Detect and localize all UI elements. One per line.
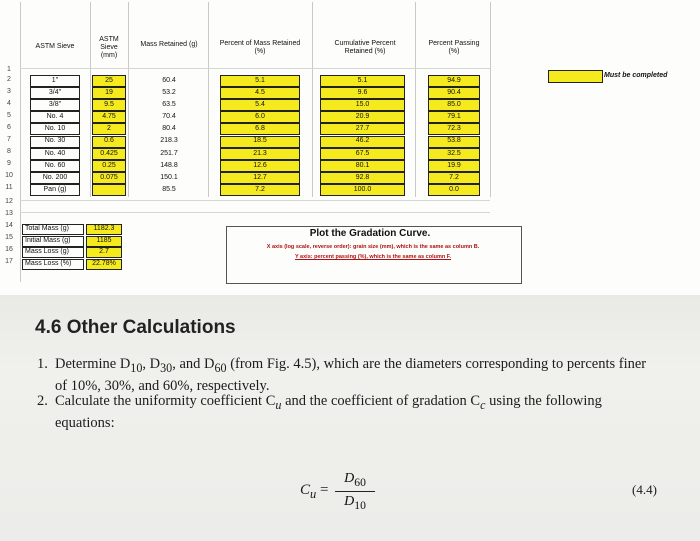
cell-cum[interactable]: 67.5 — [320, 148, 405, 160]
subscript: 60 — [354, 475, 366, 489]
cell-size[interactable]: 2 — [92, 123, 126, 135]
cell-mass[interactable]: 150.1 — [160, 173, 178, 181]
equation-fraction — [335, 471, 375, 512]
cell-sieve[interactable]: 3/8" — [30, 99, 80, 111]
row-number: 2 — [7, 76, 11, 83]
cell-sieve[interactable]: No. 4 — [30, 111, 80, 123]
cell-size[interactable]: 0.6 — [92, 136, 126, 148]
row-number: 17 — [5, 258, 13, 265]
text: C — [300, 482, 311, 498]
cell-pct[interactable]: 6.0 — [220, 111, 300, 123]
cell-size[interactable]: 9.5 — [92, 99, 126, 111]
instruction-2 — [37, 392, 655, 432]
row-number: 14 — [5, 222, 13, 229]
cell-cum[interactable]: 80.1 — [320, 160, 405, 172]
cell-size[interactable]: 25 — [92, 75, 126, 87]
cell-pass[interactable]: 72.3 — [428, 123, 480, 135]
must-complete-note: Must be completed — [604, 72, 668, 80]
subscript: u — [275, 397, 282, 412]
cell-mass[interactable]: 70.4 — [162, 113, 176, 121]
cell-size[interactable]: 0.25 — [92, 160, 126, 172]
text: and the coefficient of gradation C — [281, 393, 481, 409]
plot-x-axis-text: X axis (log scale, reverse order): grain size (mm), which is the same as column B. — [266, 244, 480, 250]
cell-pass[interactable]: 90.4 — [428, 87, 480, 99]
cell-pct[interactable]: 7.2 — [220, 184, 300, 196]
row-number: 12 — [5, 198, 13, 205]
summary-value[interactable]: 1185 — [86, 236, 122, 247]
row-number: 5 — [7, 112, 11, 119]
cell-mass[interactable]: 251.7 — [160, 149, 178, 157]
row-number: 8 — [7, 148, 11, 155]
cell-sieve[interactable]: No. 30 — [30, 136, 80, 148]
cell-sieve[interactable]: No. 200 — [30, 172, 80, 184]
cell-cum[interactable]: 92.8 — [320, 172, 405, 184]
row-number: 16 — [5, 246, 13, 253]
cell-pass[interactable]: 79.1 — [428, 111, 480, 123]
header-cumulative: Cumulative Percent Retained (%) — [334, 39, 396, 55]
row-number: 10 — [5, 172, 13, 179]
cell-pass[interactable]: 19.9 — [428, 160, 480, 172]
cell-pass[interactable]: 85.0 — [428, 99, 480, 111]
cell-pct[interactable]: 18.5 — [220, 136, 300, 148]
plot-title: Plot the Gradation Curve. — [309, 228, 431, 239]
row-number: 6 — [7, 124, 11, 131]
text: , and D — [172, 356, 215, 372]
header-mass-retained: Mass Retained (g) — [140, 41, 198, 49]
equation-lhs — [300, 482, 328, 502]
summary-label: Initial Mass (g) — [22, 236, 84, 247]
item-number: 2. — [37, 393, 48, 409]
text: using the following equations: — [55, 393, 602, 431]
summary-label: Mass Loss (%) — [22, 259, 84, 270]
text: Determine D — [55, 356, 131, 372]
cell-size[interactable] — [92, 184, 126, 196]
cell-pass[interactable]: 53.8 — [428, 136, 480, 148]
summary-value[interactable]: 2.7 — [86, 247, 122, 258]
cell-pct[interactable]: 12.6 — [220, 160, 300, 172]
summary-label: Mass Loss (g) — [22, 247, 84, 258]
subscript: u — [310, 487, 317, 501]
cell-cum[interactable]: 100.0 — [320, 184, 405, 196]
cell-pct[interactable]: 4.5 — [220, 87, 300, 99]
subscript: 10 — [130, 360, 143, 375]
cell-pass[interactable]: 7.2 — [428, 172, 480, 184]
row-number: 13 — [5, 210, 13, 217]
cell-pct[interactable]: 12.7 — [220, 172, 300, 184]
equation-number: (4.4) — [632, 482, 657, 497]
row-number: 4 — [7, 100, 11, 107]
header-sieve-size: ASTM Sieve (mm) — [99, 35, 119, 60]
instruction-1 — [37, 355, 655, 395]
cell-pass[interactable]: 32.5 — [428, 148, 480, 160]
cell-mass[interactable]: 218.3 — [160, 137, 178, 145]
header-astm-sieve: ASTM Sieve — [35, 43, 75, 51]
cell-sieve[interactable]: No. 10 — [30, 123, 80, 135]
row-number: 11 — [5, 184, 13, 191]
summary-value[interactable]: 1182.3 — [86, 224, 122, 235]
item-number: 1. — [37, 356, 48, 372]
cell-pct[interactable]: 21.3 — [220, 148, 300, 160]
cell-cum[interactable]: 5.1 — [320, 75, 405, 87]
completion-cell[interactable] — [548, 70, 603, 83]
header-percent-mass: Percent of Mass Retained (%) — [219, 39, 301, 55]
cell-sieve[interactable]: No. 40 — [30, 148, 80, 160]
cell-mass[interactable]: 148.8 — [160, 161, 178, 169]
cell-sieve[interactable]: Pan (g) — [30, 184, 80, 196]
cell-size[interactable]: 19 — [92, 87, 126, 99]
text: (from Fig. 4.5), which are the diameters corresponding to percents finer of 10%, 30%, and 60%, respectively. — [55, 356, 647, 394]
summary-label: Total Mass (g) — [22, 224, 84, 235]
cell-pct[interactable]: 5.1 — [220, 75, 300, 87]
cell-pct[interactable]: 5.4 — [220, 99, 300, 111]
cell-size[interactable]: 0.425 — [92, 148, 126, 160]
header-passing: Percent Passing (%) — [428, 39, 480, 55]
cell-size[interactable]: 0.075 — [92, 172, 126, 184]
row-number: 3 — [7, 88, 11, 95]
cell-pct[interactable]: 6.8 — [220, 123, 300, 135]
cell-size[interactable]: 4.75 — [92, 111, 126, 123]
cell-sieve[interactable]: 1" — [30, 75, 80, 87]
cell-cum[interactable]: 15.0 — [320, 99, 405, 111]
cell-pass[interactable]: 94.9 — [428, 75, 480, 87]
row-number: 9 — [7, 160, 11, 167]
text: D — [344, 471, 355, 486]
text: D — [344, 493, 355, 509]
cell-sieve[interactable]: 3/4" — [30, 87, 80, 99]
cell-cum[interactable]: 20.9 — [320, 111, 405, 123]
subscript: 30 — [160, 360, 173, 375]
section-heading: 4.6 Other Calculations — [35, 317, 236, 338]
subscript: 10 — [354, 498, 366, 512]
summary-value[interactable]: 22.78% — [86, 259, 122, 270]
subscript: 60 — [214, 360, 227, 375]
cell-sieve[interactable]: No. 60 — [30, 160, 80, 172]
cell-mass[interactable]: 85.5 — [162, 185, 176, 193]
plot-y-axis-text: Y axis: percent passing (%), which is the same as column F. — [294, 254, 452, 260]
subscript: c — [480, 397, 486, 412]
row-number: 7 — [7, 136, 11, 143]
cell-mass[interactable]: 80.4 — [162, 125, 176, 133]
cell-cum[interactable]: 27.7 — [320, 123, 405, 135]
text: Calculate the uniformity coefficient C — [55, 393, 276, 409]
cell-cum[interactable]: 46.2 — [320, 136, 405, 148]
cell-pass[interactable]: 0.0 — [428, 184, 480, 196]
text: , D — [142, 356, 161, 372]
row-number: 15 — [5, 234, 13, 241]
textbook-page — [0, 295, 700, 541]
row-number: 1 — [7, 66, 11, 73]
cell-mass[interactable]: 60.4 — [162, 76, 176, 84]
cell-mass[interactable]: 53.2 — [162, 89, 176, 97]
cell-cum[interactable]: 9.6 — [320, 87, 405, 99]
equals-sign: = — [320, 482, 329, 498]
cell-mass[interactable]: 63.5 — [162, 101, 176, 109]
